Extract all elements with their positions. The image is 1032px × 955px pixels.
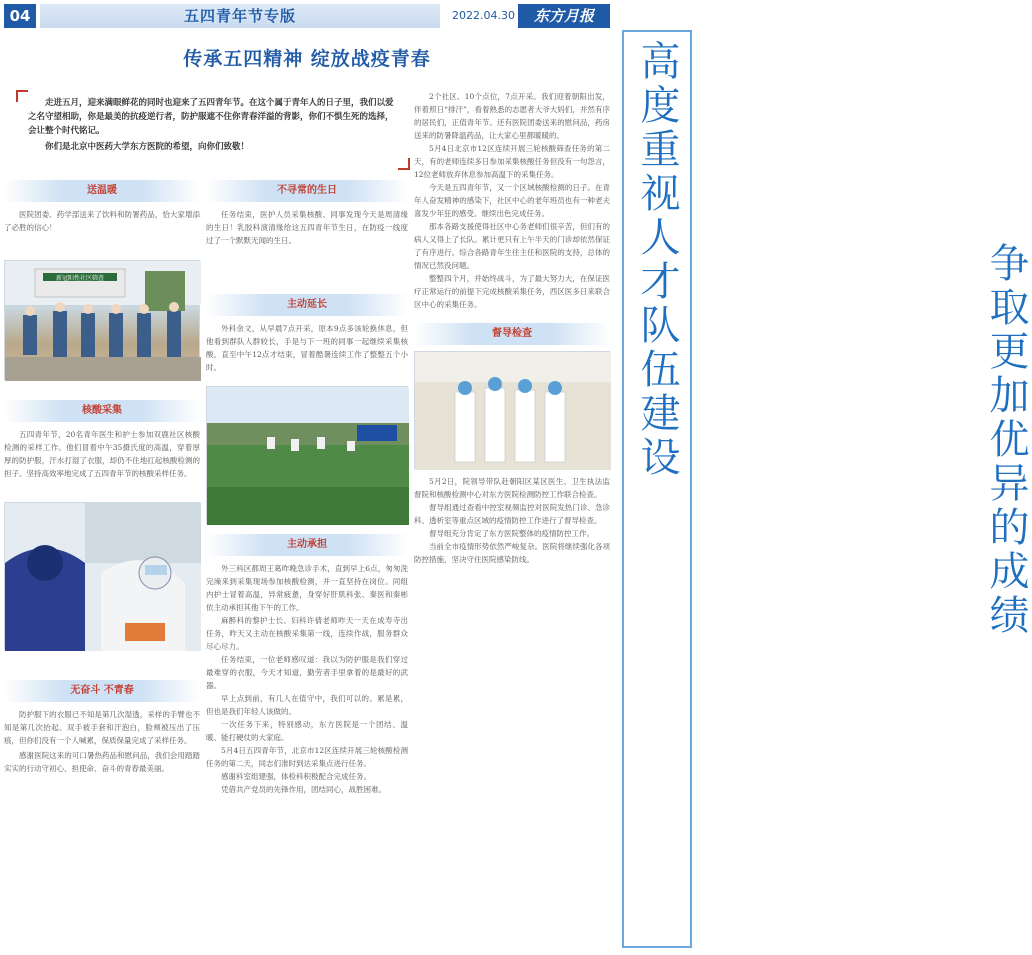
article-text: 感谢医院这来的可口暑热药品和慰问品，我们会用踏踏实实的行动守初心、担使命、奋斗的青春最美丽。 xyxy=(4,751,200,773)
vertical-slogan xyxy=(622,30,1029,948)
photo-sampling xyxy=(4,502,200,650)
section-banner: 五四青年节专版 xyxy=(40,4,440,28)
article-text: 任务结束，一位老师感叹道：我以为防护服是我们穿过最难穿的衣服，今天才知道，勤劳者手里拿着的是最好的武器。 xyxy=(206,655,408,690)
page-number: 04 xyxy=(4,4,36,28)
article-text: 早上点到前，有几人在值守中，我们可以的。累是累，但也是我们年轻人该做的。 xyxy=(206,694,408,716)
issue-date: 2022.04.30 xyxy=(452,9,515,22)
article-text: 外科余文，从早晨7点开采，原本9点多该轮换休息，但他看到群队人群较长，手是与下一班的同事一起继续采集核酸，直至中午12点才结束，冒着酷暑连续工作了整整五个小时。 xyxy=(206,324,408,372)
article-text: 麻醉科的黎护士长、妇科许倩老师昨天一天在成寿寺出任务，昨天又主动在核酸采集第一线，连续作战，服务群众尽心尽力。 xyxy=(206,616,408,651)
photo-field xyxy=(206,386,408,524)
article-text: 督导组充分肯定了东方医院整体的疫情防控工作。 xyxy=(429,529,594,538)
slogan-line-1: 高度重视人才队伍建设 xyxy=(634,40,680,480)
article-text: 当前全市疫情形势依然严峻复杂。医院将继续强化各项防控措施，坚决守住医院感染防线。 xyxy=(414,542,610,564)
section-heading: 送温暖 xyxy=(4,180,200,202)
intro-paragraph: 走进五月，迎来满眼鲜花的同时也迎来了五四青年节。在这个属于青年人的日子里，我们以爱之名守望相助，你是最美的抗疫逆行者，防护服遮不住你青春洋溢的背影，你们不惧生死的选择，会让整个时代铭记。 xyxy=(28,98,394,136)
article-text: 五四青年节，20名青年医生和护士参加双鹿社区核酸检测的采样工作。他们冒着中午35摄氏度的高温，穿着厚厚的防护服，汗水打湿了衣服，却仍不住地扛起核酸检测的担子。坚持高效率地完成了五四青年节的核酸采样任务。 xyxy=(4,430,200,478)
section-heading: 无奋斗 不青春 xyxy=(4,680,200,702)
article-text: 整整四个月，并始终战斗，为了最大努力大，在保证医疗正常运行的前提下完成核酸采集任务，西区医多日来联合区中心的采集任务。 xyxy=(414,274,610,309)
slogan-line-2: 争取更加优异的成绩 xyxy=(983,242,1029,638)
photo-sign: 新冠阳性社区筛查 xyxy=(55,275,105,282)
section-heading: 主动承担 xyxy=(206,534,408,556)
section-heading: 主动延长 xyxy=(206,294,408,316)
photo-illustration xyxy=(5,503,201,651)
article-text: 5月2日，院领导带队赴朝阳区某区医生、卫生执法监督院和核酸检测中心对东方医院检测防控工作联合检查。 xyxy=(414,477,610,499)
column-right xyxy=(414,90,610,566)
newspaper-brand: 东方月报 xyxy=(518,4,610,28)
article-text: 感谢科室组建强，体检科积极配合完成任务。 xyxy=(221,772,371,781)
section-heading: 督导检查 xyxy=(414,323,610,345)
photo-warmth xyxy=(4,260,200,380)
column-middle xyxy=(206,180,408,796)
article-text: 今天是五四青年节，又一个区域核酸检测的日子。在青年人奋发精神的感染下，社区中心的老年班员也有一种老夫喜发少年狂的感受。继续出色完成任务。 xyxy=(414,183,610,218)
article-text: 凭借共产党员的先锋作用，团结同心，战胜困难。 xyxy=(221,785,386,794)
article-text: 5月4日北京市12区连续开展三轮核酸筛查任务的第二天，有的老师连续多日参加采集核酸任务但没有一句怨言，12位老师放弃休息参加高温下的采集任务。 xyxy=(414,144,610,179)
corner-bracket-tl xyxy=(16,90,28,102)
photo-supervise xyxy=(414,351,610,469)
corner-bracket-br xyxy=(398,158,410,170)
page-header xyxy=(4,4,610,28)
column-left xyxy=(4,180,200,775)
photo-illustration xyxy=(5,261,201,381)
article-text: 任务结束，医护人员采集核酸、同事发现今天是周清缘的生日！乳胶科演清缘给这五四青年节生日，在防疫一线度过了一个默默无闻的生日。 xyxy=(206,210,408,245)
article-text: 防护服下的衣服已不知是第几次湿透，采样的手臂也不知是第几次抬起。双手被手套和汗泡白，脸颊被压出了压痕，但你们没有一个人喊累，保质保量完成了采样任务。 xyxy=(4,710,200,745)
article-text: 外三科区都周王葛昨晚急诊手术，直到早上6点，匆匆洗完澡来到采集现场参加核酸检测，并一直坚持在岗位。同组内护士冒着高温，异常疲惫，身穿好肝肌科张、秦医和秦彬依主动承担其他下午的工作。 xyxy=(206,564,408,612)
article-text: 医院团委、药学部送来了饮料和防署药品，恰大家增添了必胜的信心！ xyxy=(4,210,200,232)
photo-illustration xyxy=(207,387,409,525)
article-text: 督导组通过查看中控室视频监控对医院发热门诊、急诊科、透析室等重点区域的疫情防控工作进行了督导检查。 xyxy=(414,503,610,525)
article-text: 2个社区、10个点位，7点开采。我们迎着朝阳出发，伴着照日“排汗”，看着熟悉的志愿者大爷大妈们，并然有序的居民们，正值青年节。还有医院团委送来的慰问品，药房送来的防暑降温药品，让大家心里都暖暖的。 xyxy=(414,92,610,140)
intro-box xyxy=(12,90,410,170)
article-text: 一次任务下来，特别感动，东方医院是一个团结、温暖、能打硬仗的大家庭。 xyxy=(206,720,408,742)
section-heading: 核酸采集 xyxy=(4,400,200,422)
article-text: 5月4日五四青年节，北京市12区连续开展三轮核酸检测任务的第二天，同志们准时到达采集点进行任务。 xyxy=(206,746,408,768)
section-heading: 不寻常的生日 xyxy=(206,180,408,202)
article-text: 那本各路支援使得社区中心务老师们很辛苦，但们有的病人又得上了长队。累计更只有上午半天的门诊却依然保证了有序进行。综合各路青年生往主任和医院的支持，总体的情况已然没问题。 xyxy=(414,222,610,270)
page-title: 传承五四精神 绽放战疫青春 xyxy=(183,48,431,70)
photo-illustration xyxy=(415,352,611,470)
intro-paragraph: 你们是北京中医药大学东方医院的希望，向你们致敬！ xyxy=(45,142,250,152)
